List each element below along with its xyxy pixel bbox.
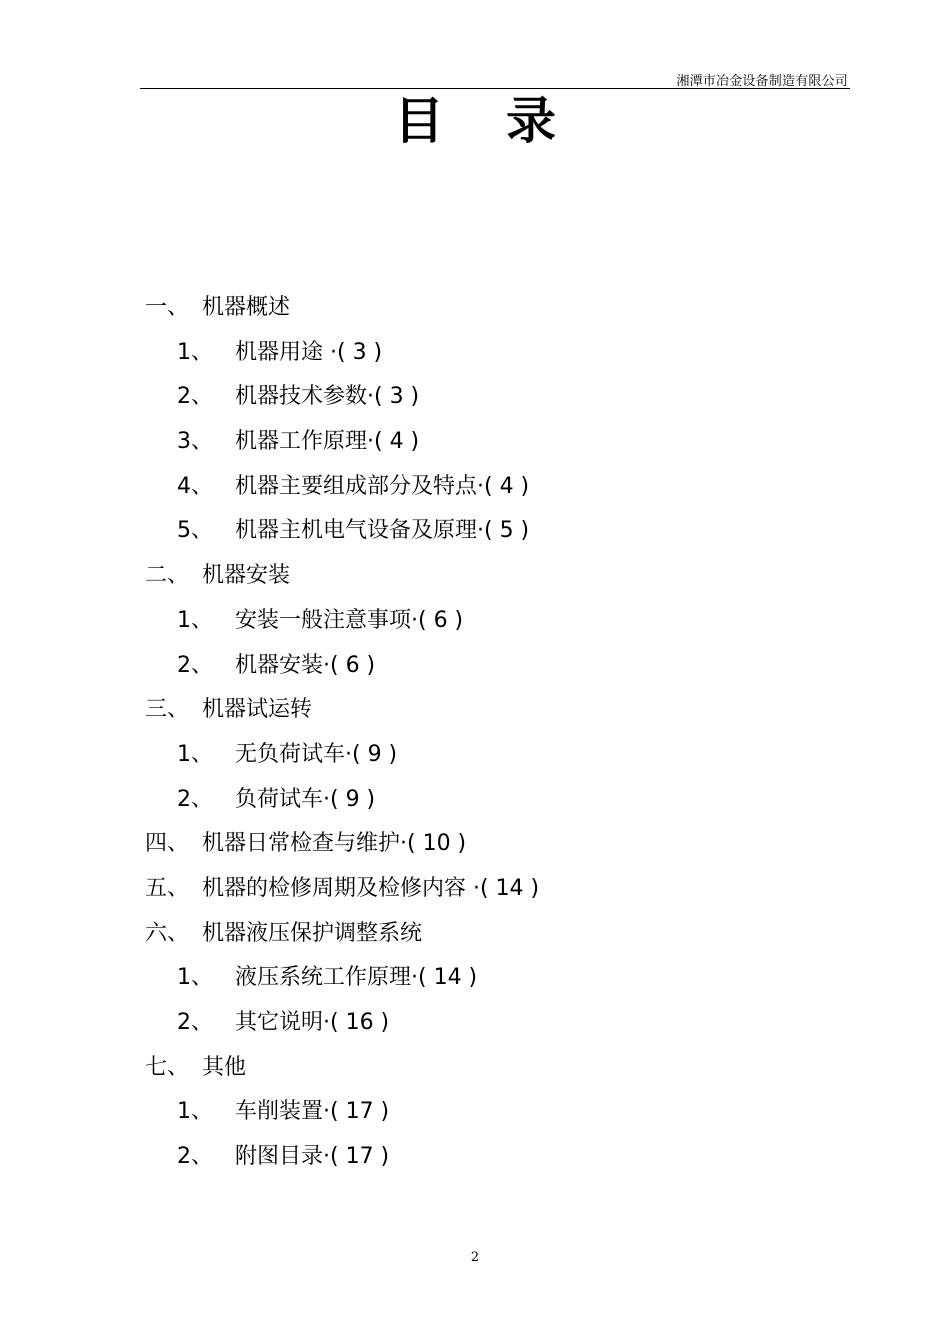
toc-item-label: 机器用途 ·( 3 ) xyxy=(235,339,383,365)
toc-item-label: 机器技术参数·( 3 ) xyxy=(235,384,420,410)
toc-item-number: 1、 xyxy=(177,1099,213,1125)
toc-item-number: 2、 xyxy=(177,1144,213,1170)
toc-item-number: 4、 xyxy=(177,473,213,499)
toc-item-number: 1、 xyxy=(177,339,213,365)
toc-subsection xyxy=(0,424,950,469)
toc-item-label: 机器主机电气设备及原理·( 5 ) xyxy=(235,518,530,544)
toc-section xyxy=(0,290,950,335)
toc-item-label: 机器工作原理·( 4 ) xyxy=(235,429,420,455)
toc-item-number: 四、 xyxy=(145,831,190,857)
toc-subsection xyxy=(0,960,950,1005)
toc-subsection xyxy=(0,737,950,782)
toc-subsection xyxy=(0,1094,950,1139)
page-number: 2 xyxy=(470,1250,480,1265)
toc-item-label: 安装一般注意事项·( 6 ) xyxy=(235,607,464,633)
toc-subsection xyxy=(0,335,950,380)
toc-subsection xyxy=(0,513,950,558)
toc-item-number: 七、 xyxy=(145,1054,190,1080)
toc-item-number: 3、 xyxy=(177,429,213,455)
toc-item-number: 二、 xyxy=(145,563,190,589)
toc-item-label: 机器主要组成部分及特点·( 4 ) xyxy=(235,473,530,499)
toc-item-number: 三、 xyxy=(145,697,190,723)
toc-section xyxy=(0,1050,950,1095)
toc-item-label: 无负荷试车·( 9 ) xyxy=(235,741,398,767)
toc-item-label: 机器概述 xyxy=(202,295,291,320)
toc-subsection xyxy=(0,603,950,648)
toc-item-number: 1、 xyxy=(177,607,213,633)
toc-item-label: 附图目录·( 17 ) xyxy=(235,1144,390,1170)
toc-subsection xyxy=(0,469,950,514)
toc-item-number: 1、 xyxy=(177,965,213,991)
toc-item-label: 机器的检修周期及检修内容 ·( 14 ) xyxy=(202,875,540,901)
toc-subsection xyxy=(0,379,950,424)
toc-item-label: 机器液压保护调整系统 xyxy=(202,920,423,946)
toc-item-label: 机器试运转 xyxy=(202,697,313,723)
toc-item-number: 1、 xyxy=(177,741,213,767)
toc-item-label: 液压系统工作原理·( 14 ) xyxy=(235,965,478,991)
toc-section xyxy=(0,826,950,871)
toc-item-label: 机器安装 xyxy=(202,563,291,589)
toc-section xyxy=(0,558,950,603)
toc-item-number: 六、 xyxy=(145,920,190,946)
table-of-contents xyxy=(0,290,950,1184)
toc-item-label: 车削装置·( 17 ) xyxy=(235,1099,390,1125)
toc-section xyxy=(0,916,950,961)
toc-item-label: 其它说明·( 16 ) xyxy=(235,1010,390,1035)
toc-subsection xyxy=(0,1005,950,1050)
toc-item-number: 5、 xyxy=(177,518,213,544)
toc-item-number: 2、 xyxy=(177,384,213,410)
toc-subsection xyxy=(0,1139,950,1184)
toc-item-number: 2、 xyxy=(177,652,213,678)
toc-subsection xyxy=(0,782,950,827)
toc-item-number: 五、 xyxy=(145,875,190,901)
toc-subsection xyxy=(0,648,950,693)
toc-section xyxy=(0,871,950,916)
page-title: 目录 xyxy=(394,92,618,150)
toc-section xyxy=(0,692,950,737)
toc-item-label: 其他 xyxy=(202,1054,247,1080)
toc-item-label: 机器安装·( 6 ) xyxy=(235,652,376,678)
header-company-name: 湘潭市冶金设备制造有限公司 xyxy=(676,74,848,89)
toc-item-number: 2、 xyxy=(177,786,213,812)
toc-item-label: 机器日常检查与维护·( 10 ) xyxy=(202,831,467,857)
toc-item-label: 负荷试车·( 9 ) xyxy=(235,786,376,812)
toc-item-number: 一、 xyxy=(145,295,190,320)
toc-item-number: 2、 xyxy=(177,1010,213,1035)
